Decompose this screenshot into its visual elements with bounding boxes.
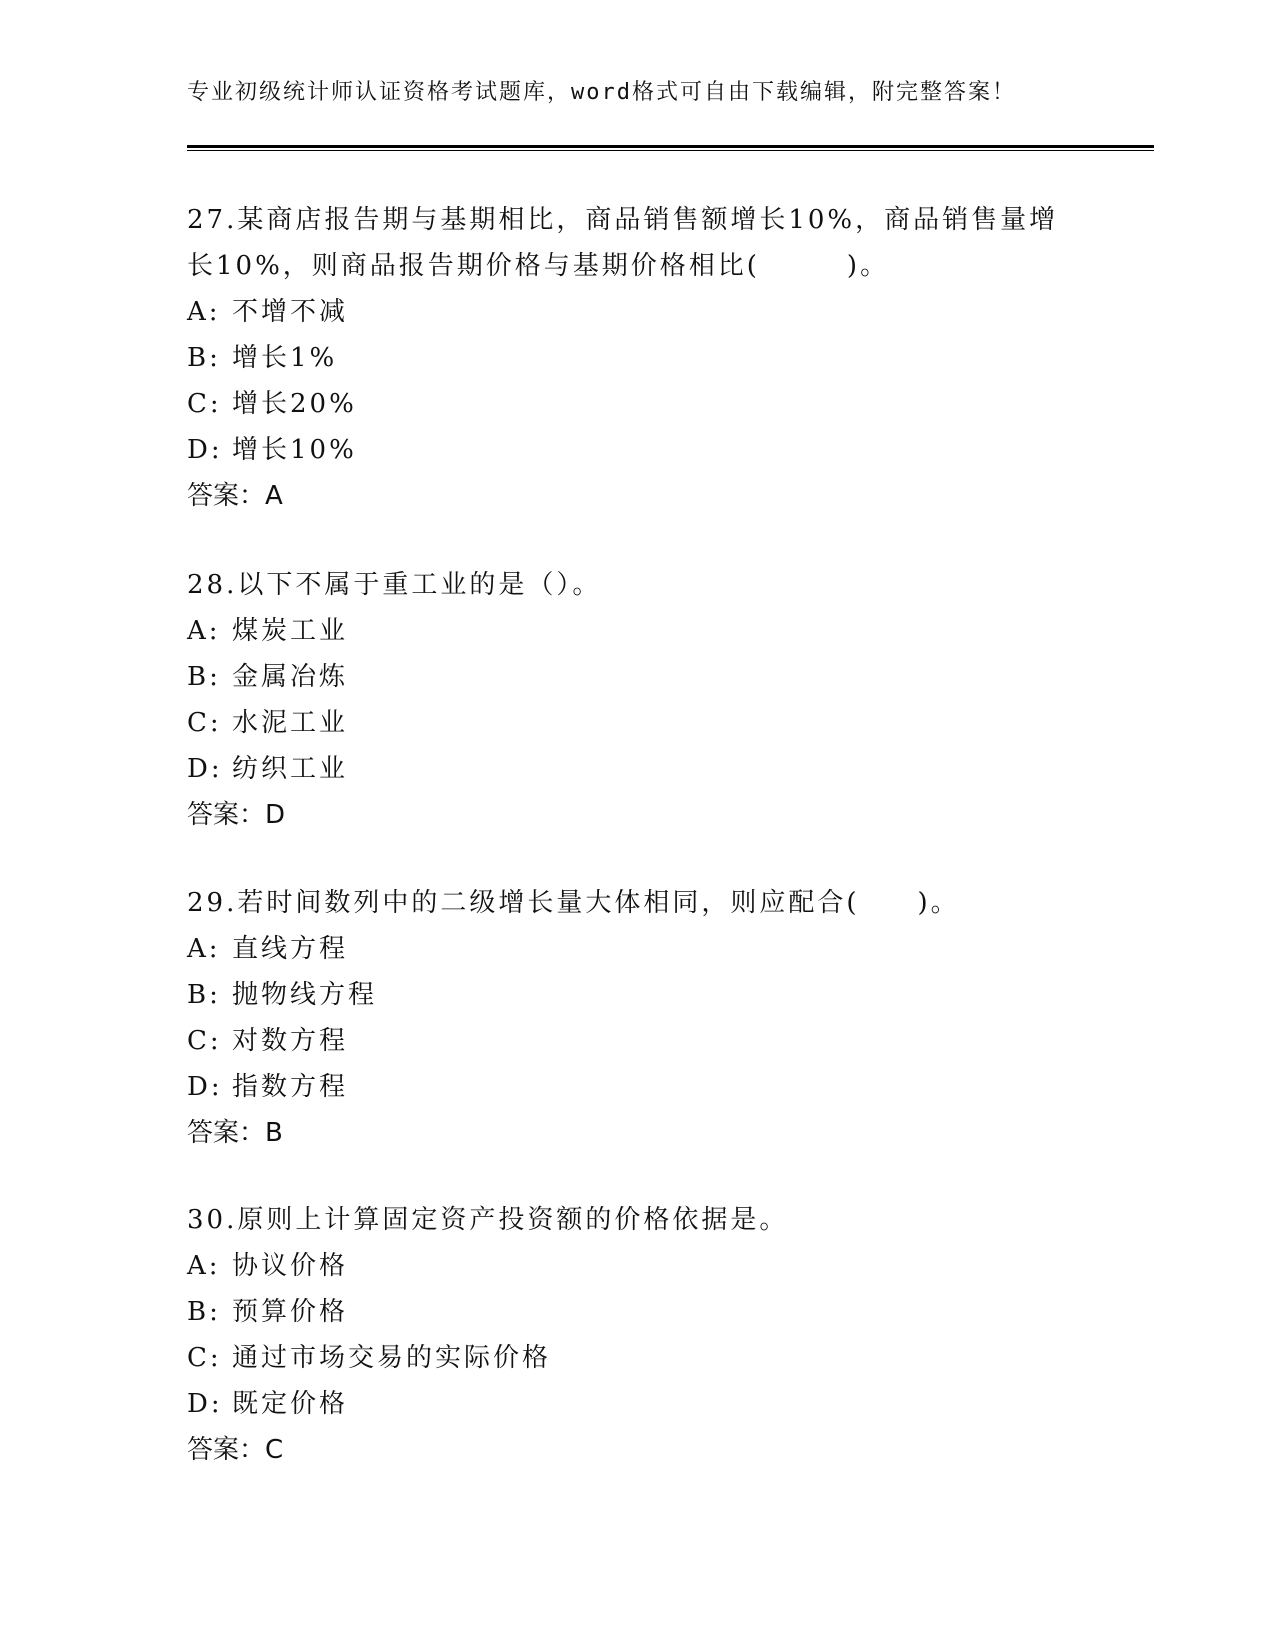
- question-text: 27.某商店报告期与基期相比，商品销售额增长10%，商品销售量增长10%，则商品报告期价格与基期价格相比( )。: [187, 205, 1059, 281]
- option-a: A: 直线方程: [187, 934, 349, 964]
- option-a: A: 不增不减: [187, 297, 349, 327]
- option-c: C: 对数方程: [187, 1026, 349, 1056]
- page-header: 专业初级统计师认证资格考试题库，word格式可自由下载编辑，附完整答案！: [187, 80, 1016, 105]
- option-c: C: 水泥工业: [187, 708, 349, 738]
- question-text: 30.原则上计算固定资产投资额的价格依据是。: [187, 1205, 789, 1235]
- option-c: C: 增长20%: [187, 389, 357, 419]
- option-b: B: 预算价格: [187, 1297, 349, 1327]
- answer: 答案：A: [187, 481, 283, 511]
- option-a: A: 煤炭工业: [187, 616, 349, 646]
- option-b: B: 金属冶炼: [187, 662, 349, 692]
- answer: 答案：C: [187, 1435, 284, 1465]
- question-text: 29.若时间数列中的二级增长量大体相同，则应配合( )。: [187, 888, 960, 918]
- question-28: [187, 562, 1087, 838]
- option-c: C: 通过市场交易的实际价格: [187, 1343, 552, 1373]
- question-30: [187, 1197, 1087, 1473]
- option-a: A: 协议价格: [187, 1251, 349, 1281]
- question-27: [187, 197, 1087, 519]
- question-text: 28.以下不属于重工业的是（）。: [187, 570, 602, 600]
- answer: 答案：B: [187, 1118, 283, 1148]
- option-b: B: 抛物线方程: [187, 980, 378, 1010]
- header-rule-thick: [187, 145, 1154, 148]
- answer: 答案：D: [187, 800, 286, 830]
- option-d: D: 增长10%: [187, 435, 357, 465]
- question-29: [187, 880, 1087, 1156]
- option-d: D: 既定价格: [187, 1389, 349, 1419]
- option-d: D: 纺织工业: [187, 754, 349, 784]
- header-rule-thin: [187, 150, 1154, 151]
- option-d: D: 指数方程: [187, 1072, 349, 1102]
- option-b: B: 增长1%: [187, 343, 338, 373]
